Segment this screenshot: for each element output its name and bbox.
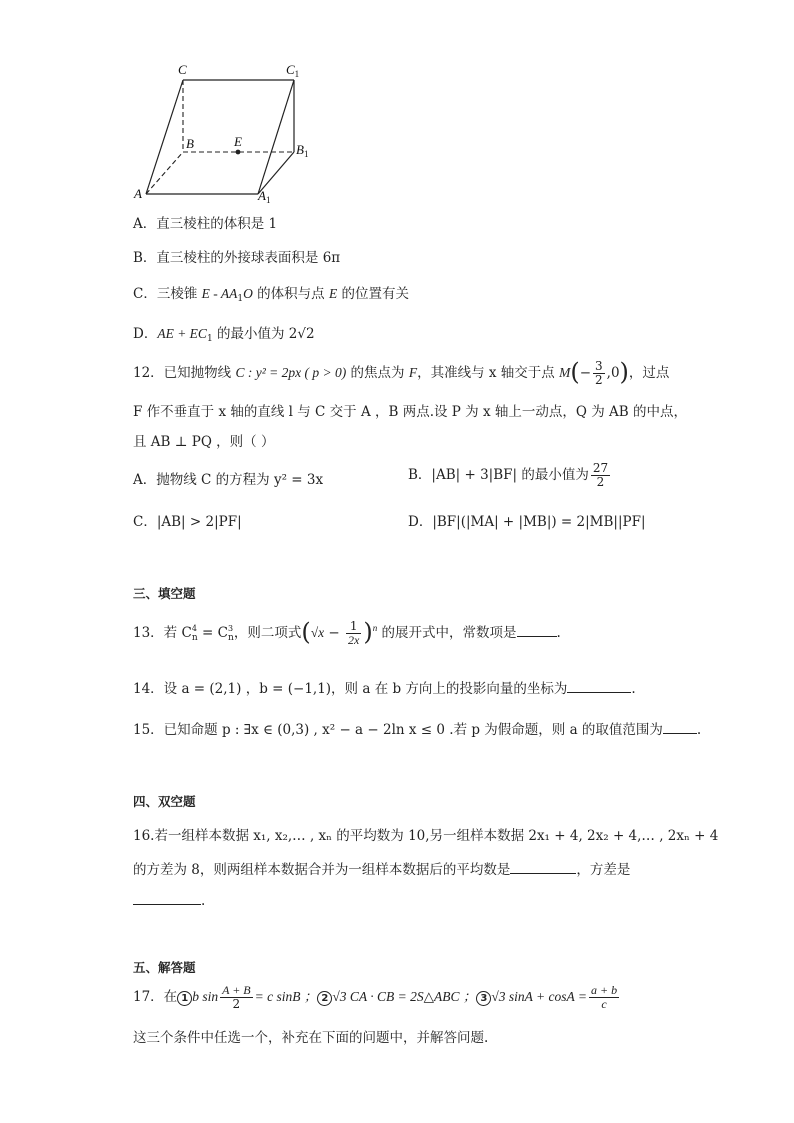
q17-line-1: 17．在 1 b sin $\frac{A + B}{2}$ = c sinB ； 2 √3 CA · CB = 2S△ABC ； 3 √3 sinA + cosA = $\frac{a + b}{c}$ <box>133 983 618 1011</box>
edge-C-A <box>146 80 183 194</box>
q12-option-c: C．|AB| > 2|PF| <box>133 514 242 530</box>
edge-A-B-hidden <box>146 152 183 194</box>
label-E: E <box>234 134 242 149</box>
q15: 15．已知命题 p : ∃x ∈ (0,3) , x² − a − 2ln x ≤ 0 .若 p 为假命题，则 a 的取值范围为 . <box>133 722 702 738</box>
section-3-title: 三、填空题 <box>133 586 196 601</box>
q12-line-2: F 作不垂直于 x 轴的直线 l 与 C 交于 A ，B 两点.设 P 为 x 轴上一动点，Q 为 AB 的中点， <box>133 404 687 420</box>
q12-line-1: 12．已知抛物线 C : y² = 2px ( p > 0) 的焦点为 F，其准线与 x 轴交于点 M(− $\frac{3}{2}$ ,0)，过点 <box>133 358 670 387</box>
label-A1: $A_1$ <box>258 188 271 205</box>
q16-line-1: 16.若一组样本数据 x₁, x₂,… , xₙ 的平均数为 10,另一组样本数据 2x₁ + 4, 2x₂ + 4,… , 2xₙ + 4 <box>133 828 719 844</box>
q11-option-d: D．AE + $EC_1$ 的最小值为 2√2 <box>133 326 315 344</box>
q17-line-2: 这三个条件中任选一个，补充在下面的问题中，并解答问题. <box>133 1030 489 1046</box>
point-E <box>236 150 241 155</box>
q12-line-3: 且 AB ⊥ PQ ，则（ ） <box>133 434 275 450</box>
q12-option-b: B．|AB| + 3|BF| 的最小值为 $\frac{27}{2}$ <box>408 461 609 489</box>
q12-option-d: D．|BF|(|MA| + |MB|) = 2|MB||PF| <box>408 514 646 530</box>
q11-option-c: C．三棱锥 E - $AA_1O$ 的体积与点 E 的位置有关 <box>133 286 409 304</box>
circled-two-icon: 2 <box>317 991 332 1006</box>
circled-three-icon: 3 <box>476 991 491 1006</box>
q11-option-a: A．直三棱柱的体积是 1 <box>133 216 278 232</box>
label-A: A <box>134 186 142 201</box>
q11-option-b: B．直三棱柱的外接球表面积是 6π <box>133 250 341 266</box>
circled-one-icon: 1 <box>177 991 192 1006</box>
label-B1: $B_1$ <box>296 142 309 159</box>
q13: 13．若 $C^4_n = C^3_n$，则二项式(√x − $\frac{1}{2x}$ )$^n$ 的展开式中，常数项是 . <box>133 618 561 647</box>
label-C: C <box>178 62 187 77</box>
q16-line-2: 的方差为 8，则两组样本数据合并为一组样本数据后的平均数是 ，方差是 <box>133 862 631 878</box>
section-4-title: 四、双空题 <box>133 794 196 809</box>
prism-figure <box>128 58 318 208</box>
label-C1: $C_1$ <box>286 62 300 79</box>
prism-diagram <box>128 58 318 208</box>
section-5-title: 五、解答题 <box>133 960 196 975</box>
q16-line-3: . <box>133 892 205 909</box>
q14: 14．设 a = (2,1) ，b = (−1,1)，则 a 在 b 方向上的投影向量的坐标为 . <box>133 681 636 697</box>
edge-C1-A1 <box>258 80 294 194</box>
q12-option-a: A．抛物线 C 的方程为 y² = 3x <box>133 472 324 488</box>
label-B: B <box>186 136 194 151</box>
